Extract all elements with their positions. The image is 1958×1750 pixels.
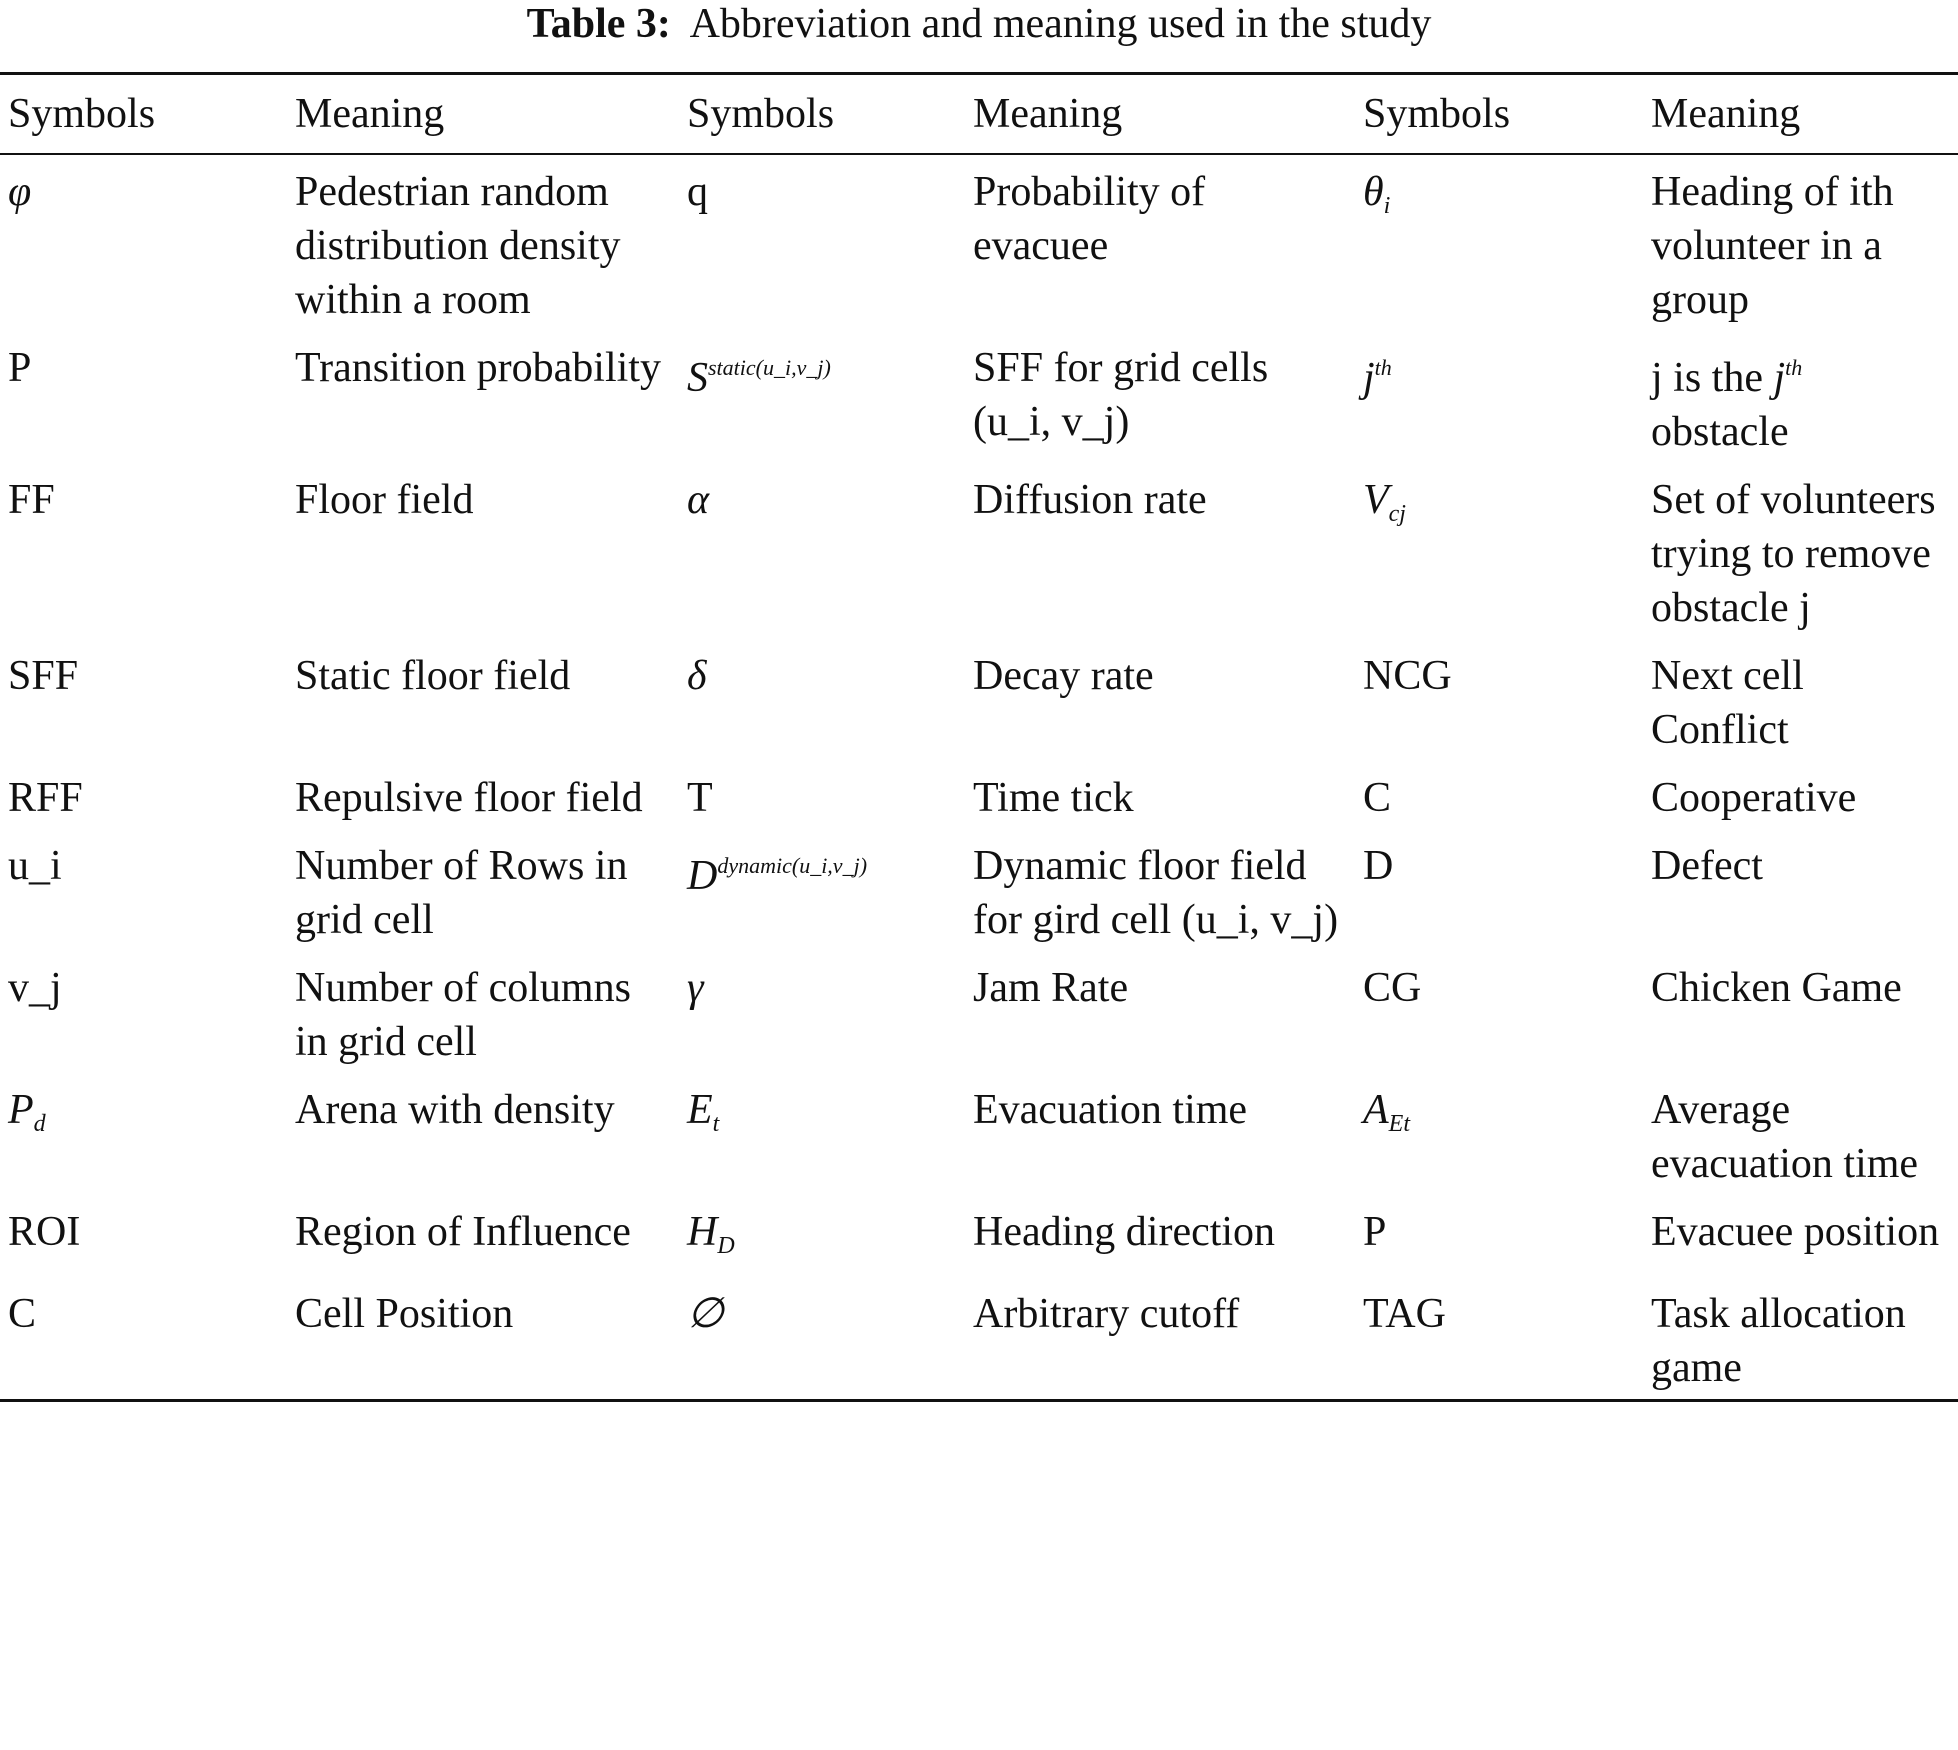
symbol-cell: C <box>8 1291 37 1337</box>
meaning-cell: Pedestrian random distribution density within a room <box>295 169 621 323</box>
table-row <box>0 154 1958 331</box>
meaning-cell: Average evacuation time <box>1651 1087 1919 1187</box>
table-label: Table 3: <box>526 1 671 47</box>
meaning-cell: Region of Influence <box>295 1209 631 1255</box>
table-row <box>0 1277 1958 1401</box>
symbol-cell: $D^{dynamic(u\_i,v\_j)}$ <box>687 853 868 899</box>
meaning-cell: Evacuation time <box>973 1087 1248 1133</box>
meaning-cell: Floor field <box>295 477 474 523</box>
meaning-cell: Arena with density <box>295 1087 615 1133</box>
header-meaning: Meaning <box>973 91 1123 137</box>
meaning-cell: Decay rate <box>973 653 1154 699</box>
meaning-cell: Time tick <box>973 775 1134 821</box>
meaning-cell: Number of columns in grid cell <box>295 965 631 1065</box>
meaning-cell: Set of volunteers trying to remove obstacle j <box>1651 477 1936 631</box>
symbol-cell: P <box>1363 1209 1387 1255</box>
header-symbols: Symbols <box>687 91 835 137</box>
symbol-cell: NCG <box>1363 653 1452 699</box>
meaning-cell: Arbitrary cutoff <box>973 1291 1240 1337</box>
symbol-cell: CG <box>1363 965 1422 1011</box>
symbol-cell: C <box>1363 775 1392 821</box>
meaning-cell: Diffusion rate <box>973 477 1207 523</box>
table-row <box>0 639 1958 761</box>
meaning-cell: SFF for grid cells (u_i, v_j) <box>973 345 1269 445</box>
symbol-cell: q <box>687 169 708 215</box>
table-row <box>0 951 1958 1073</box>
header-symbols: Symbols <box>1363 91 1511 137</box>
symbol-cell: φ <box>8 169 32 215</box>
meaning-cell: Defect <box>1651 843 1763 889</box>
symbol-cell: $E_t$ <box>687 1087 720 1137</box>
header-meaning: Meaning <box>1651 91 1801 137</box>
table-row <box>0 463 1958 639</box>
meaning-cell: Next cell Conflict <box>1651 653 1804 753</box>
table-row <box>0 1073 1958 1195</box>
table-caption <box>0 0 1958 52</box>
table-title: Abbreviation and meaning used in the study <box>689 1 1432 47</box>
symbol-cell: D <box>1363 843 1394 889</box>
symbol-cell: FF <box>8 477 55 523</box>
symbol-cell: RFF <box>8 775 83 821</box>
symbol-cell: u_i <box>8 843 62 889</box>
meaning-cell: Number of Rows in grid cell <box>295 843 628 943</box>
meaning-cell: Cooperative <box>1651 775 1857 821</box>
symbol-cell: T <box>687 775 713 821</box>
symbol-cell: γ <box>687 965 704 1011</box>
meaning-cell: Jam Rate <box>973 965 1129 1011</box>
symbol-cell: $P_d$ <box>8 1087 46 1137</box>
table-row <box>0 331 1958 463</box>
meaning-cell: Static floor field <box>295 653 571 699</box>
meaning-cell: Heading direction <box>973 1209 1276 1255</box>
meaning-cell: Cell Position <box>295 1291 514 1337</box>
symbol-cell: ∅ <box>687 1291 724 1337</box>
meaning-cell: Dynamic floor field for gird cell (u_i, v_j) <box>973 843 1339 943</box>
meaning-cell: Heading of ith volunteer in a group <box>1651 169 1894 323</box>
meaning-cell: Chicken Game <box>1651 965 1902 1011</box>
symbol-cell: P <box>8 345 32 391</box>
meaning-cell: Probability of evacuee <box>973 169 1206 269</box>
table-row <box>0 761 1958 829</box>
abbreviation-table <box>0 72 1958 1402</box>
meaning-cell: Repulsive floor field <box>295 775 643 821</box>
symbol-cell: δ <box>687 653 707 699</box>
symbol-cell: SFF <box>8 653 79 699</box>
symbol-cell: α <box>687 477 710 523</box>
meaning-cell: Transition probability <box>295 345 661 391</box>
symbol-cell: $\theta_i$ <box>1363 169 1391 219</box>
symbol-cell: TAG <box>1363 1291 1446 1337</box>
symbol-cell: v_j <box>8 965 62 1011</box>
header-row <box>0 74 1958 155</box>
meaning-cell: j is the $j^{th}$ obstacle <box>1651 355 1803 455</box>
symbol-cell: $H_D$ <box>687 1209 735 1259</box>
symbol-cell: ROI <box>8 1209 81 1255</box>
meaning-cell: Evacuee position <box>1651 1209 1940 1255</box>
header-meaning: Meaning <box>295 91 445 137</box>
meaning-cell: Task allocation game <box>1651 1291 1906 1391</box>
table-row <box>0 829 1958 951</box>
symbol-cell: $A_{Et}$ <box>1363 1087 1410 1137</box>
header-symbols: Symbols <box>8 91 156 137</box>
symbol-cell: $V_{cj}$ <box>1363 477 1406 527</box>
symbol-cell: $S^{static(u\_i,v\_j)}$ <box>687 355 831 401</box>
symbol-cell: $j^{th}$ <box>1363 355 1392 401</box>
table-row <box>0 1195 1958 1277</box>
